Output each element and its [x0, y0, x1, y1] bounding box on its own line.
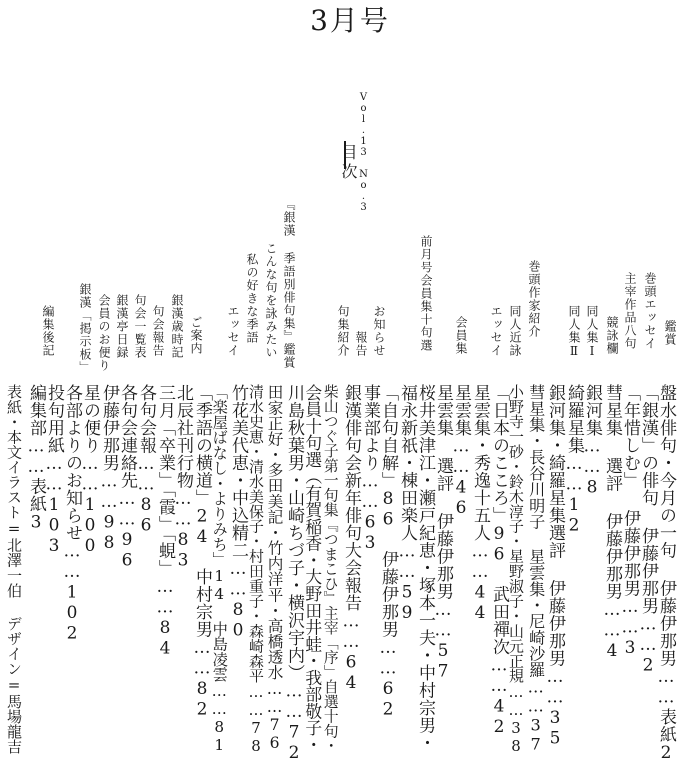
category-label: 競詠欄: [605, 316, 619, 355]
category-label: 同人集Ⅰ: [585, 305, 599, 359]
toc-entry: 竹花美代恵・中込精二……80: [228, 384, 248, 641]
toc-entry: 星の便り……100: [80, 384, 100, 557]
toc-entry: 「年惜しむ」 伊藤伊那男……3: [620, 384, 640, 659]
category-label: 巻頭作家紹介: [527, 260, 541, 338]
toc-entry: 綺羅星集……12: [564, 384, 584, 536]
toc-entry: 「自句自解」86 伊藤伊那男……62: [378, 384, 398, 720]
toc-entry: 各句会報……86: [136, 384, 156, 536]
toc-entry: 彗星集・長谷川明子 星雲集・尼崎沙羅……37: [526, 384, 546, 754]
category-label: 会員のお便り: [97, 294, 111, 372]
category-label: 報告: [354, 331, 368, 357]
toc-entry: 彗星集 選評 伊藤伊那男……4: [602, 384, 622, 662]
category-label: 私の好きな季語: [245, 253, 259, 344]
category-label: 鑑賞: [663, 320, 677, 346]
toc-entry: 三月「卒業」「霞」「蜆」……84: [155, 384, 175, 659]
toc-entry: 「銀漢」の俳句 伊藤伊那男……2: [638, 384, 658, 676]
category-label: 句会報告: [151, 305, 165, 357]
category-label: 前月号会員集十句選: [419, 235, 433, 352]
category-label: 同人集Ⅱ: [567, 305, 581, 359]
issue-title: 3月号: [310, 4, 390, 37]
category-label: 銀漢「掲示板」: [78, 283, 92, 374]
category-label: 主宰作品八句: [623, 272, 637, 350]
toc-entry: 表紙・本文イラスト=北澤一伯 デザイン=馬場龍吉: [5, 384, 24, 755]
toc-entry: 銀漢俳句会新年俳句大会報告……64: [341, 384, 361, 694]
category-label: 銀漢歳時記: [170, 294, 184, 359]
toc-entry: 会員十句選（有賀稲香・大野田井蛙・我部敬子・: [302, 384, 323, 753]
toc-entry: 星雲集・秀逸十五人……44: [470, 384, 490, 624]
volume-label: Vol.13 No.3: [358, 92, 369, 213]
toc-entry: 編集部……表紙3: [26, 384, 46, 533]
category-label: こんな句を詠みたい: [264, 242, 278, 359]
category-label: 『銀漢 季語別俳句集』鑑賞: [282, 198, 296, 369]
toc-entry: 川島秋葉男・山崎ちづ子・横沢宇内）……72: [284, 384, 304, 764]
toc-entry: 「楽屋ばなし・よりみち」14 中島凌雲……81: [210, 384, 229, 754]
category-label: 銀漢亭日録: [115, 294, 129, 359]
category-label: 巻頭エッセイ: [643, 272, 657, 350]
toc-entry: 各部よりのお知らせ……102: [62, 384, 82, 644]
toc-entry: 清水史恵・清水美保子・村田重子・森崎森平……78: [246, 384, 265, 755]
toc-entry: 銀河集・綺羅星集選評 伊藤伊那男……35: [545, 384, 565, 749]
category-label: お知らせ: [372, 305, 386, 357]
category-label: 同人近詠: [508, 305, 522, 357]
toc-entry: 福永新祇・棟田楽人……59: [397, 384, 417, 624]
toc-entry: 星雲集……46: [451, 384, 471, 519]
toc-entry: 伊藤伊那男……98: [99, 384, 119, 554]
toc-entry: 事業部より……63: [360, 384, 380, 554]
issue-header: [0, 4, 700, 38]
category-label: エッセイ: [226, 305, 240, 357]
toc-entry: 小野寺一砂・鈴木淳子・星野淑子・山元正規……38: [506, 384, 525, 755]
toc-entry: 北辰社刊行物……83: [173, 384, 193, 571]
category-label: 編集後記: [41, 305, 55, 357]
toc-entry: 柴山つぐ子第一句集『つまこひ』主宰「序」自選十句・: [321, 384, 339, 753]
toc-entry: 桜井美津江・瀬戸紀恵・塚本一夫・中村宗男・: [415, 384, 435, 752]
category-label: 句集紹介: [336, 305, 350, 357]
contents-label: 目次: [339, 144, 358, 182]
toc-entry: 銀河集……8: [582, 384, 602, 498]
toc-entry: 「季語の横道」24 中村宗男……82: [192, 384, 212, 720]
toc-entry: 各句会連絡先……96: [117, 384, 137, 571]
toc-entry: 盤水俳句・今月の一句 伊藤伊那男……表紙2: [656, 384, 676, 764]
category-label: エッセイ: [489, 305, 503, 357]
category-label: 句会一覧表: [133, 294, 147, 359]
toc-entry: 「日本のこころ」96 武田禪次……42: [489, 384, 509, 738]
toc-entry: 投句用紙……103: [44, 384, 64, 557]
toc-entry: 星雲集 選評 伊藤伊那男……57: [433, 384, 453, 682]
toc-entry: 田家正好・多田美記・竹内洋平・高橋透水……76: [265, 384, 284, 753]
category-label: ご案内: [189, 316, 203, 355]
category-label: 会員集: [454, 316, 468, 355]
